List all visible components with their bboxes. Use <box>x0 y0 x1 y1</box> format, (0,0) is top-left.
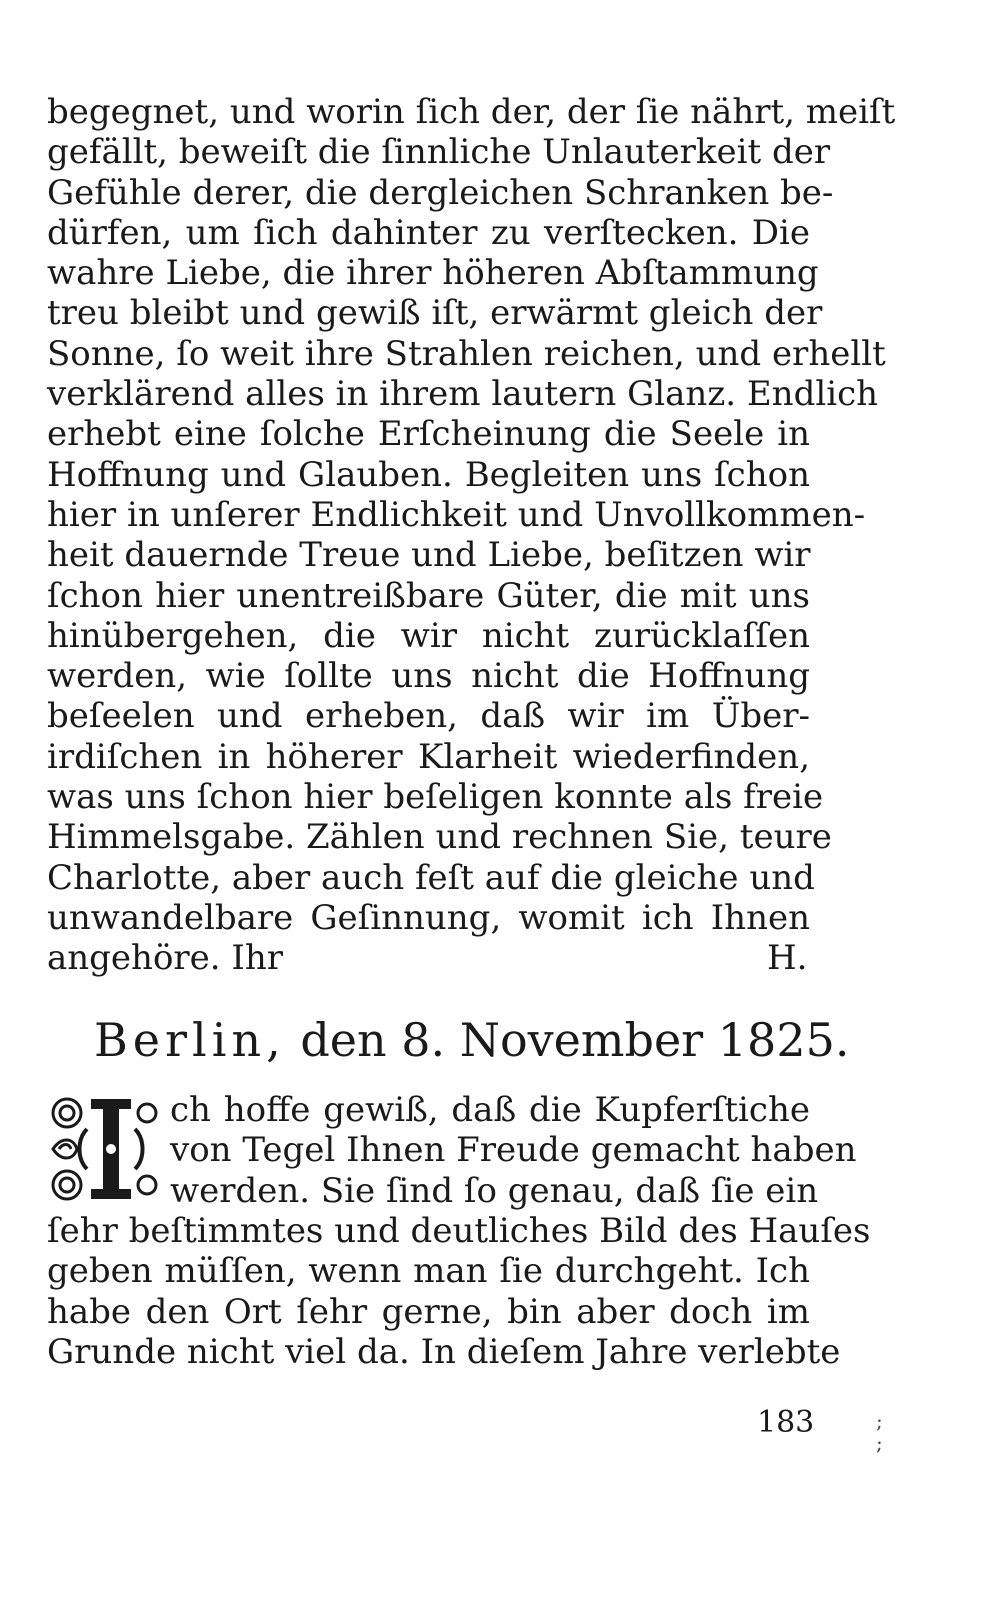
text-line: Hoffnung und Glauben. Begleiten uns ſchon <box>47 454 810 495</box>
text-line: Sonne, ſo weit ihre Strahlen reichen, und erhellt <box>47 333 886 374</box>
heading-place: Berlin, <box>94 1013 286 1067</box>
text-line: Gefühle derer, die dergleichen Schranken be- <box>47 172 834 213</box>
new-letter-indented-lines <box>170 1090 857 1211</box>
text-line: von Tegel Ihnen Freude gemacht haben <box>170 1130 857 1171</box>
text-line: Charlotte, aber auch feſt auf die gleiche und <box>47 857 815 898</box>
text-line: heit dauernde Treue und Liebe, beſitzen wir <box>47 535 811 576</box>
closing-text: angehöre. Ihr <box>47 938 283 979</box>
text-line: werden, wie ſollte uns nicht die Hoffnung <box>47 656 810 697</box>
page-number: 183 <box>757 1405 815 1440</box>
closing-line <box>47 938 810 978</box>
text-line: werden. Sie ſind ſo genau, daß ſie ein <box>170 1170 819 1211</box>
text-line: beſeelen und erheben, daß wir im Über- <box>47 696 810 737</box>
text-line: gefällt, beweiſt die ſinnliche Unlauterkeit der <box>47 132 831 173</box>
text-line: Himmelsgabe. Zählen und rechnen Sie, teure <box>47 817 832 858</box>
text-line: hinübergehen, die wir nicht zurücklaſſen <box>47 615 810 656</box>
margin-marks: ; ; <box>876 1409 883 1455</box>
text-line: ch hoffe gewiß, daß die Kupferſtiche <box>170 1090 810 1130</box>
text-line: hier in unſerer Endlichkeit und Unvollkommen- <box>47 494 866 535</box>
text-line: was uns ſchon hier beſeligen konnte als freie <box>47 777 824 818</box>
ornamental-initial-icon <box>47 1093 159 1205</box>
text-line: wahre Liebe, die ihrer höheren Abſtammung <box>47 253 819 294</box>
letter-ending-paragraph <box>47 92 896 979</box>
decorative-initial <box>47 1093 159 1205</box>
text-line: habe den Ort ſehr gerne, bin aber doch im <box>47 1291 810 1332</box>
text-line: geben müſſen, wenn man ſie durchgeht. Ich <box>47 1251 810 1292</box>
text-line: ſehr beſtimmtes und deutliches Bild des Hauſes <box>47 1211 871 1251</box>
heading-date: den 8. November 1825. <box>300 1013 850 1067</box>
text-line: ſchon hier unentreißbare Güter, die mit uns <box>47 575 810 616</box>
text-line: verklärend alles in ihrem lautern Glanz. Endlich <box>47 374 879 415</box>
text-line: Grunde nicht viel da. In dieſem Jahre verlebte <box>47 1331 841 1372</box>
text-line: dürfen, um ſich dahinter zu verſtecken. Die <box>47 212 810 253</box>
text-line: irdiſchen in höherer Klarheit wiederfinden, <box>47 736 810 777</box>
text-line: unwandelbare Geſinnung, womit ich Ihnen <box>47 897 810 938</box>
text-line: erhebt eine ſolche Erſcheinung die Seele in <box>47 414 810 455</box>
text-line: begegnet, und worin ſich der, der ſie nährt, meiſt <box>47 92 896 132</box>
new-letter-paragraph <box>47 1211 871 1372</box>
text-line: treu bleibt und gewiß iſt, erwärmt gleich der <box>47 293 823 334</box>
letter-date-heading <box>94 1010 849 1070</box>
signature: H. <box>767 938 808 979</box>
